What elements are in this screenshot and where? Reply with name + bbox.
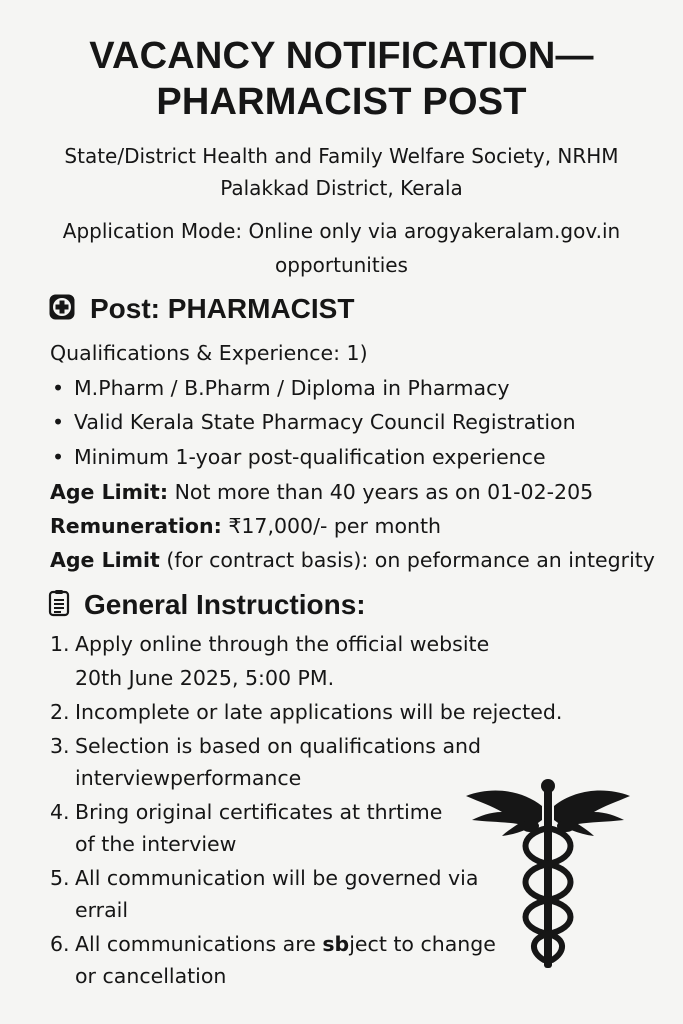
post-heading [48, 292, 354, 329]
list-item-cont: errail [75, 898, 129, 922]
age-limit: Age Limit: Not more than 40 years as on 01-02-205 [50, 480, 594, 504]
application-mode-cont: opportunities [275, 253, 408, 277]
instructions-heading-text: General Instructions: [84, 589, 366, 620]
page-title-line2: PHARMACIST POST [156, 81, 527, 123]
post-heading-text: Post: PHARMACIST [90, 293, 355, 324]
instructions-heading [48, 588, 366, 625]
list-item-cont: 20th June 2025, 5:00 PM. [75, 666, 335, 690]
list-item: 2. Incomplete or late applications will be rejected. [50, 700, 563, 724]
remuneration: Remuneration: ₹17,000/- per month [50, 514, 442, 538]
list-item: 1. Apply online through the official website [50, 632, 490, 656]
list-item-cont: of the interview [75, 832, 237, 856]
clipboard-icon [48, 589, 70, 625]
organization-name: State/District Health and Family Welfare Society, NRHM [64, 144, 619, 168]
age-limit-contract: Age Limit (for contract basis): on peformance an integrity [50, 548, 655, 572]
page-title-line1: VACANCY NOTIFICATION— [89, 35, 594, 77]
list-item: • M.Pharm / B.Pharm / Diploma in Pharmacy [52, 376, 510, 400]
list-item-cont: interviewperformance [75, 766, 302, 790]
list-item: 3. Selection is based on qualifications and [50, 734, 482, 758]
caduceus-icon [462, 776, 634, 972]
qualifications-heading: Qualifications & Experience: 1) [50, 341, 368, 365]
list-item: • Minimum 1-yoar post-qualification experience [52, 445, 546, 469]
list-item: 4. Bring original certificates at thrtime [50, 800, 443, 824]
application-mode: Application Mode: Online only via arogyakeralam.gov.in [62, 219, 621, 243]
list-item: • Valid Kerala State Pharmacy Council Registration [52, 410, 576, 434]
medical-cross-icon [48, 293, 76, 329]
list-item: 6. All communications are sbject to change [50, 932, 496, 956]
organization-location: Palakkad District, Kerala [220, 176, 463, 200]
list-item: 5. All communication will be governed via [50, 866, 479, 890]
list-item-cont: or cancellation [75, 964, 227, 988]
